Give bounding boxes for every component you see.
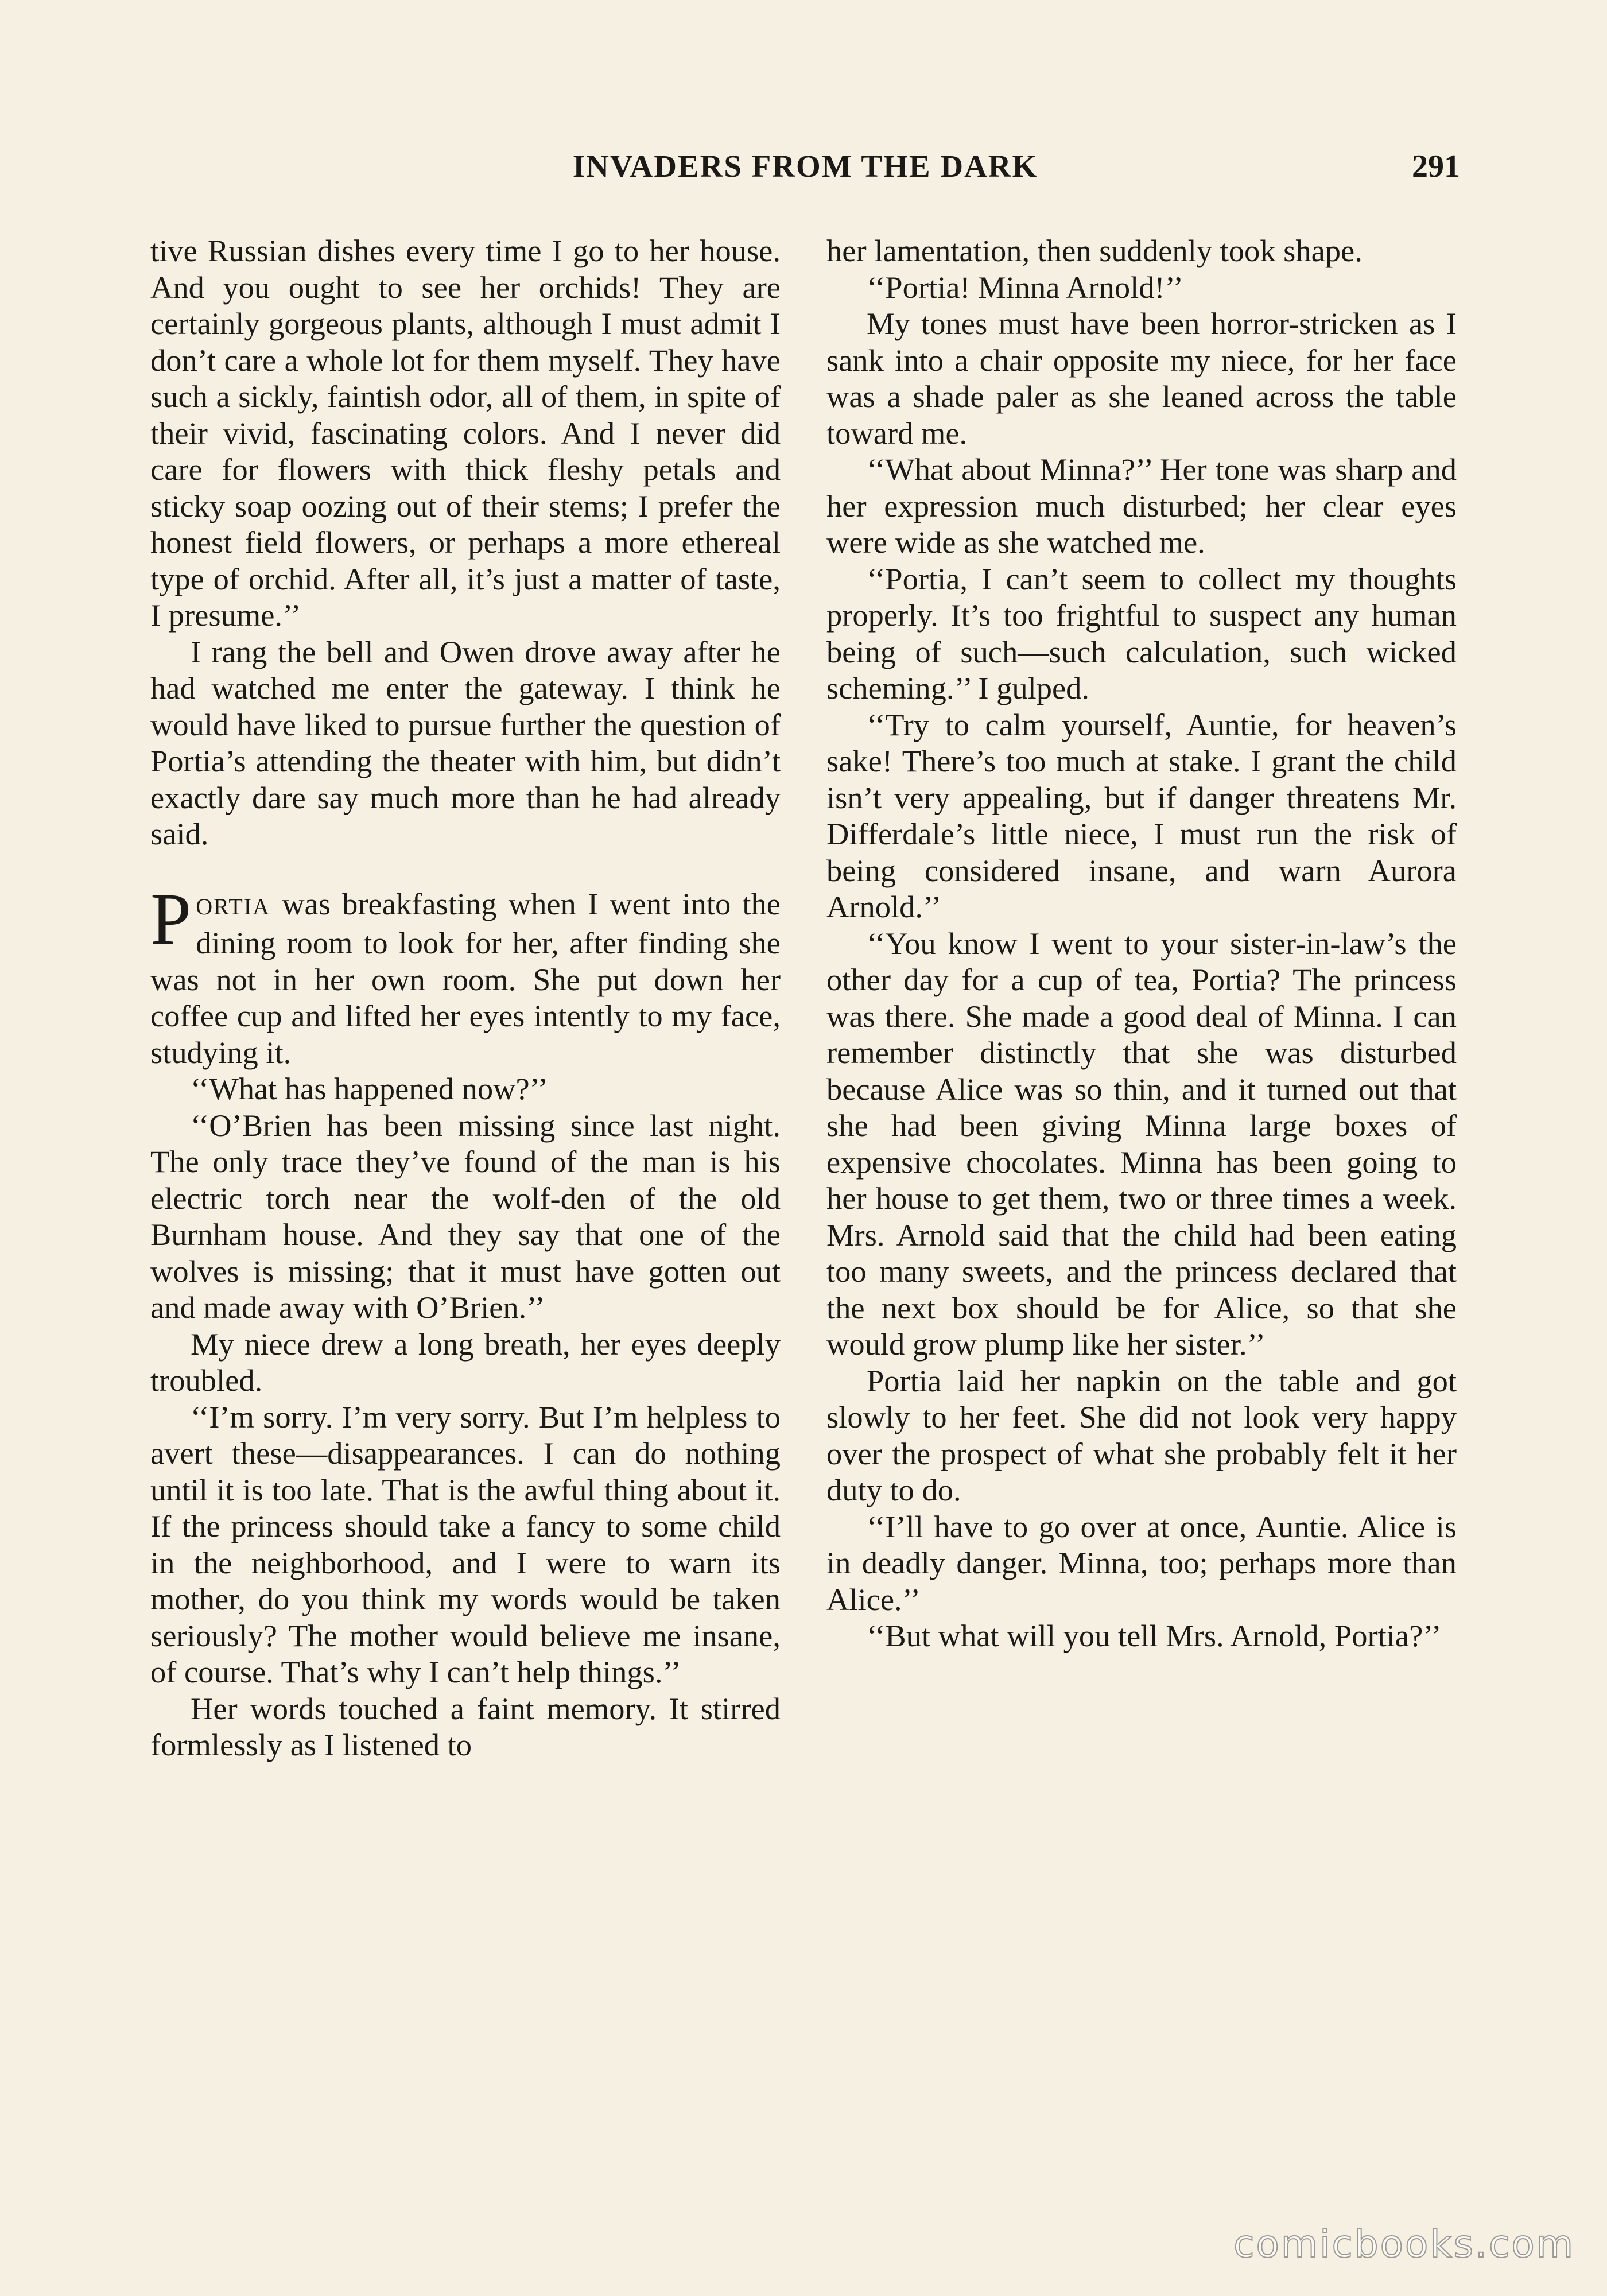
paragraph: ‘‘O’Brien has been missing since last night. The only trace they’ve found of the man is his electric torch near the wolf-den of the old Burnham house. And they say that one of the wolves is missing; that it must have gotten out and made away with O’Brien.’’ [150, 1107, 781, 1325]
page-number: 291 [1412, 149, 1460, 184]
paragraph: tive Russian dishes every time I go to her house. And you ought to see her orchids! They are certainly gorgeous plants, although I must admit I don’t care a whole lot for them myself. They have such a sickly, faintish odor, all of them, in spite of their vivid, fascinating colors. And I never did care for flowers with thick fleshy petals and sticky soap oozing out of their stems; I prefer the honest field flowers, or perhaps a more ethereal type of orchid. After all, it’s just a matter of taste, I presume.’’ [150, 233, 781, 633]
paragraph: My tones must have been horror-stricken as I sank into a chair opposite my niece, for her face was a shade paler as she leaned across the table toward me. [826, 306, 1457, 451]
drop-cap: P [150, 878, 192, 960]
paragraph: My niece drew a long breath, her eyes deeply troubled. [150, 1326, 781, 1398]
page-header [150, 144, 1460, 189]
paragraph: ‘‘What has happened now?’’ [191, 1071, 548, 1106]
right-column [826, 232, 1457, 1654]
small-caps-lead: ORTIA [196, 893, 270, 920]
paragraph: Her words touched a faint memory. It stirred formlessly as I listened to [150, 1690, 781, 1762]
running-title: INVADERS FROM THE DARK [572, 149, 1038, 184]
paragraph: ‘‘I’ll have to go over at once, Auntie. Alice is in deadly danger. Minna, too; perhaps more than Alice.’’ [826, 1508, 1457, 1617]
paragraph: ‘‘Portia! Minna Arnold!’’ [867, 269, 1183, 305]
paragraph-text: was breakfasting when I went into the dining room to look for her, after finding she was not in her own room. She put down her coffee cup and lifted her eyes intently to my face, studying it. [150, 886, 781, 1070]
paragraph: ‘‘Portia, I can’t seem to collect my thoughts properly. It’s too frightful to suspect any human being of such—such calculation, such wicked scheming.’’ I gulped. [826, 561, 1457, 705]
paragraph: her lamentation, then suddenly took shape. [826, 233, 1363, 268]
paragraph: ‘‘But what will you tell Mrs. Arnold, Portia?’’ [867, 1618, 1442, 1653]
paragraph: ‘‘You know I went to your sister-in-law’s the other day for a cup of tea, Portia? The princess was there. She made a good deal of Minna. I can remember distinctly that she was disturbed because Alice was so thin, and it turned out that she had been giving Minna large boxes of expensive chocolates. Minna has been going to her house to get them, two or three times a week. Mrs. Arnold said that the child had been eating too many sweets, and the princess declared that the next box should be for Alice, so that she would grow plump like her sister.’’ [826, 925, 1457, 1362]
paragraph: ‘‘I’m sorry. I’m very sorry. But I’m helpless to avert these—disappearances. I can do nothing until it is too late. That is the awful thing about it. If the princess should take a fancy to some child in the neighborhood, and I were to warn its mother, do you think my words would be taken seriously? The mother would believe me insane, of course. That’s why I can’t help things.’’ [150, 1399, 781, 1689]
paragraph: I rang the bell and Owen drove away after he had watched me enter the gateway. I think he would have liked to pursue further the question of Portia’s attending the theater with him, but didn’t exactly dare say much more than he had already said. [150, 634, 781, 851]
watermark: comicbooks.com [1233, 2222, 1575, 2266]
paragraph: Portia laid her napkin on the table and got slowly to her feet. She did not look very happy over the prospect of what she probably felt it her duty to do. [826, 1363, 1457, 1507]
section-opening-paragraph [150, 878, 781, 1071]
paragraph: ‘‘What about Minna?’’ Her tone was sharp and her expression much disturbed; her clear eyes were wide as she watched me. [826, 452, 1457, 560]
paragraph: ‘‘Try to calm yourself, Auntie, for heaven’s sake! There’s too much at stake. I grant the child isn’t very appealing, but if danger threatens Mr. Differdale’s little niece, I must run the risk of being considered insane, and warn Aurora Arnold.’’ [826, 707, 1457, 924]
left-column [150, 232, 781, 1763]
